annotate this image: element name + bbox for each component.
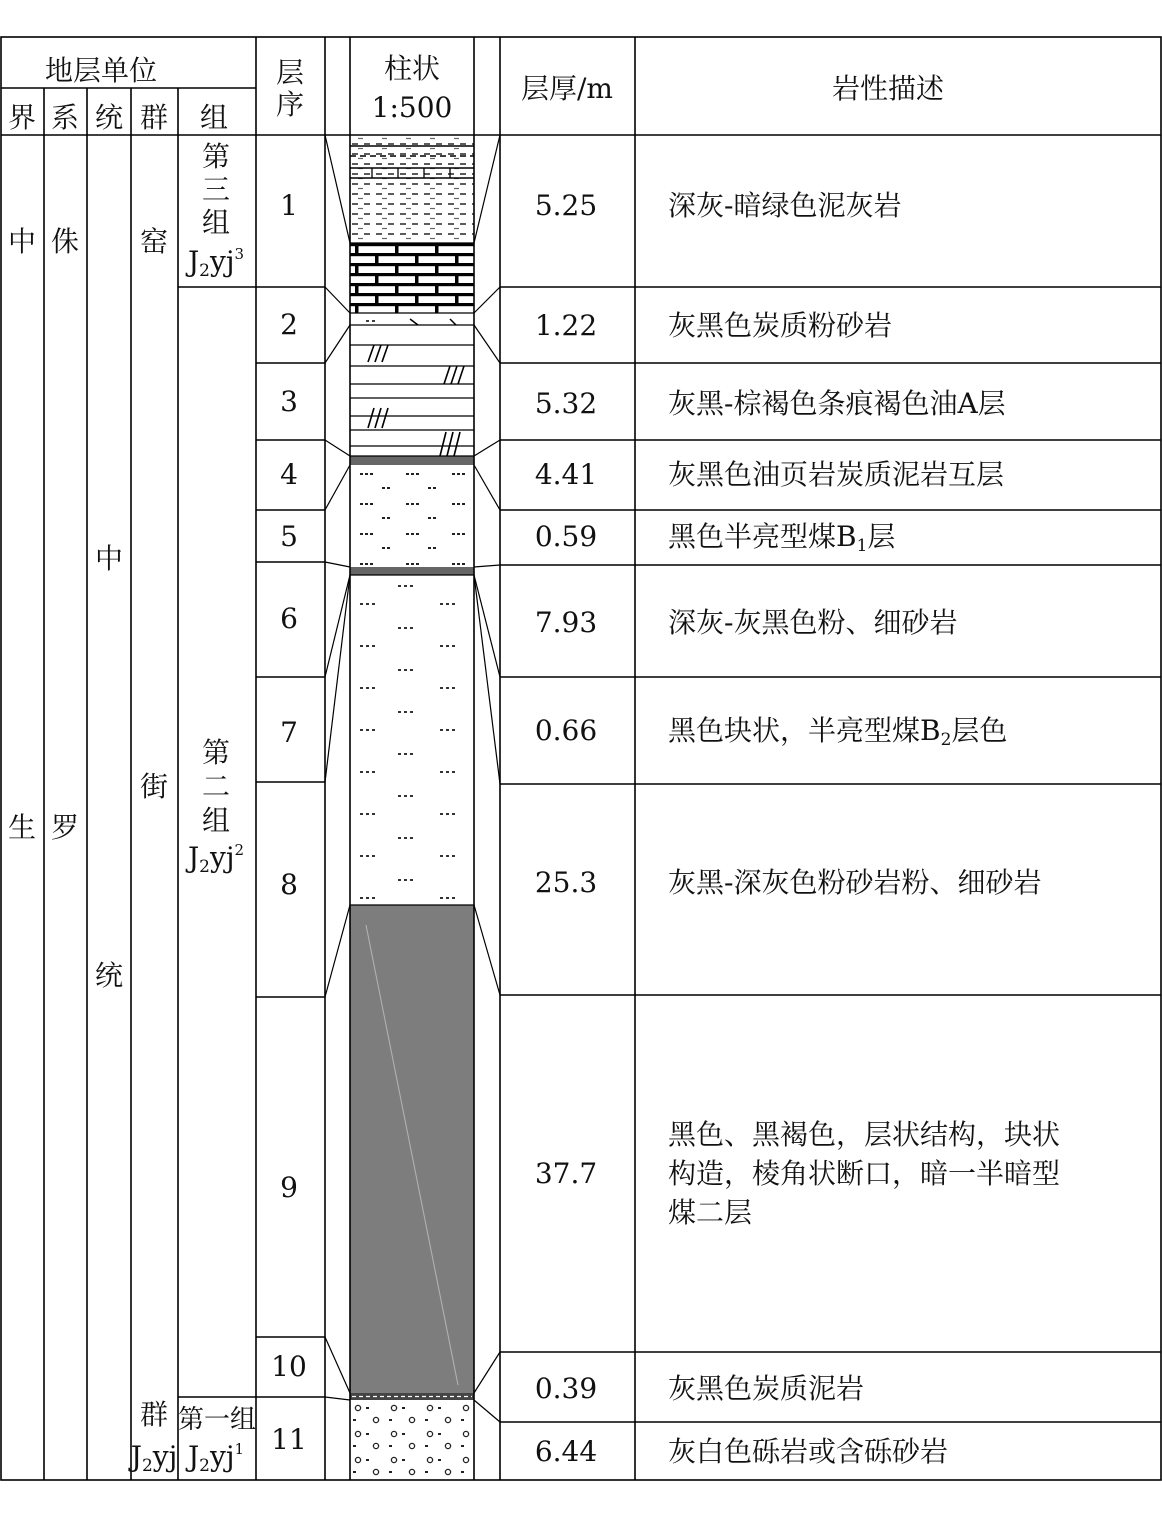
litho-coal-main bbox=[350, 905, 474, 1393]
layer-thickness: 4.41 bbox=[534, 458, 598, 491]
qun-char-3: 群 bbox=[139, 1398, 169, 1431]
table-header bbox=[8, 52, 944, 134]
layer-thickness: 5.32 bbox=[534, 387, 598, 420]
jie-char-1: 中 bbox=[7, 225, 37, 258]
litho-silty-band bbox=[350, 313, 474, 325]
header-description: 岩性描述 bbox=[831, 72, 945, 105]
litho-coal-thin-1 bbox=[350, 456, 474, 465]
layer-seq-column bbox=[271, 189, 307, 1456]
header-column-scale: 1:500 bbox=[371, 91, 453, 124]
layer-seq: 1 bbox=[280, 189, 298, 222]
layer-description-line-3: 煤二层 bbox=[668, 1196, 753, 1229]
layer-description: 深灰-灰黑色粉、细砂岩 bbox=[668, 606, 958, 639]
layer-description: 灰黑色油页岩炭质泥岩互层 bbox=[668, 458, 1005, 491]
zu2-char-1: 第 bbox=[201, 736, 231, 769]
tong-char-1: 中 bbox=[94, 542, 124, 575]
zu2-char-3: 组 bbox=[201, 804, 231, 837]
layer-thickness: 37.7 bbox=[534, 1157, 598, 1190]
layer-seq: 5 bbox=[280, 520, 298, 553]
layer-seq: 3 bbox=[280, 385, 298, 418]
litho-conglomerate bbox=[350, 1400, 474, 1480]
zu2-char-2: 二 bbox=[201, 770, 231, 803]
description-column bbox=[668, 189, 1060, 1468]
header-layer-seq-2: 序 bbox=[275, 88, 305, 121]
layer-description: 黑色半亮型煤B1层 bbox=[668, 520, 896, 556]
thickness-column bbox=[535, 189, 597, 1468]
litho-siltstone bbox=[350, 575, 474, 905]
layer-description: 灰黑色炭质泥岩 bbox=[668, 1372, 865, 1405]
zu3-code: $J2yj^3$ bbox=[187, 245, 245, 281]
qun-char-1: 窑 bbox=[139, 225, 169, 258]
strat-unit-labels bbox=[8, 140, 256, 1476]
litho-shale-dots bbox=[350, 465, 474, 567]
layer-thickness: 0.59 bbox=[534, 520, 598, 553]
layer-description: 灰黑色炭质粉砂岩 bbox=[668, 309, 893, 342]
layer-seq: 8 bbox=[280, 868, 298, 901]
qun-char-2: 街 bbox=[139, 770, 169, 803]
layer-description: 深灰-暗绿色泥灰岩 bbox=[668, 189, 902, 222]
header-strat-unit: 地层单位 bbox=[44, 54, 158, 87]
tong-char-2: 统 bbox=[94, 959, 124, 992]
layer-thickness: 6.44 bbox=[534, 1435, 598, 1468]
header-tong: 统 bbox=[94, 101, 124, 134]
jie-char-2: 生 bbox=[7, 811, 37, 844]
header-zu: 组 bbox=[199, 101, 229, 134]
lithology-column bbox=[350, 135, 474, 1480]
layer-thickness: 1.22 bbox=[534, 309, 598, 342]
litho-limestone bbox=[350, 243, 474, 313]
layer-thickness: 7.93 bbox=[534, 606, 598, 639]
table-grid bbox=[1, 37, 1161, 1480]
zu3-char-2: 三 bbox=[201, 173, 231, 206]
litho-coal-thin-2 bbox=[350, 567, 474, 575]
header-qun: 群 bbox=[139, 101, 169, 134]
layer-seq: 10 bbox=[271, 1350, 307, 1383]
layer-seq: 11 bbox=[271, 1423, 307, 1456]
layer-seq: 9 bbox=[280, 1171, 298, 1204]
zu1-label: 第一组 bbox=[177, 1405, 257, 1435]
connectors-right bbox=[474, 135, 500, 1422]
layer-description: 灰白色砾岩或含砾砂岩 bbox=[668, 1435, 949, 1468]
header-jie: 界 bbox=[7, 101, 37, 134]
qun-code: J2yj bbox=[130, 1440, 178, 1476]
layer-thickness: 0.66 bbox=[534, 714, 598, 747]
layer-seq: 6 bbox=[280, 602, 298, 635]
layer-description: 灰黑-深灰色粉砂岩粉、细砂岩 bbox=[668, 866, 1042, 899]
header-layer-seq-1: 层 bbox=[275, 56, 305, 89]
xi-char-1: 侏 bbox=[50, 225, 80, 258]
layer-thickness: 0.39 bbox=[534, 1372, 598, 1405]
layer-description: 黑色块状，半亮型煤B2层色 bbox=[668, 714, 1008, 750]
zu1-code: $J2yj^1$ bbox=[187, 1440, 245, 1476]
zu3-char-1: 第 bbox=[201, 140, 231, 173]
header-thickness: 层厚/m bbox=[521, 72, 613, 105]
header-xi: 系 bbox=[50, 101, 80, 134]
layer-thickness: 5.25 bbox=[534, 189, 598, 222]
layer-description-line-1: 黑色、黑褐色，层状结构，块状 bbox=[668, 1118, 1061, 1151]
litho-marl-upper bbox=[350, 135, 474, 243]
layer-thickness: 25.3 bbox=[534, 866, 598, 899]
layer-seq: 2 bbox=[280, 308, 298, 341]
zu3-char-3: 组 bbox=[201, 206, 231, 239]
connectors-left bbox=[325, 135, 350, 1400]
zu2-code: $J2yj^2$ bbox=[187, 841, 245, 877]
xi-char-2: 罗 bbox=[50, 811, 80, 844]
layer-description-line-2: 构造，棱角状断口，暗一半暗型 bbox=[668, 1157, 1061, 1190]
layer-description: 灰黑-棕褐色条痕褐色油A层 bbox=[668, 387, 1006, 420]
header-column: 柱状 bbox=[383, 52, 441, 85]
layer-seq: 7 bbox=[280, 716, 298, 749]
layer-seq: 4 bbox=[280, 458, 298, 491]
